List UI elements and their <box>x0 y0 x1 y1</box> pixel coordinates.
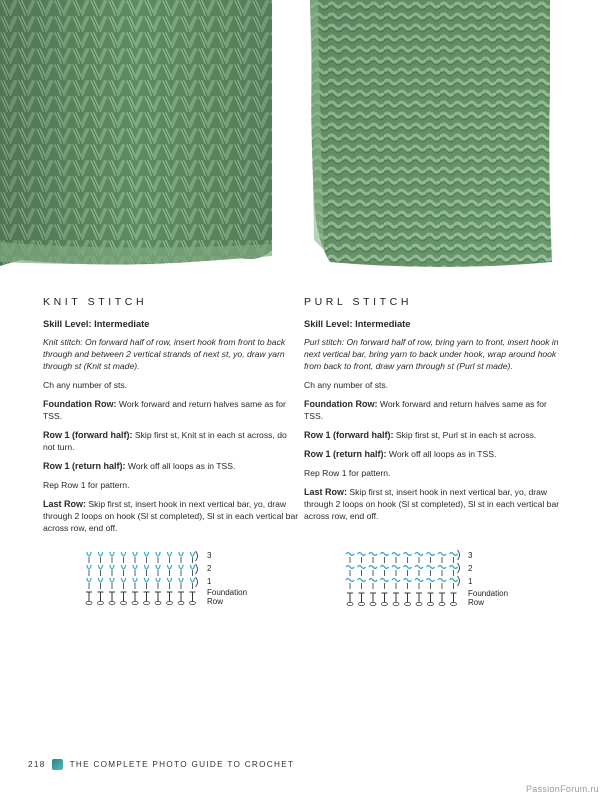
purl-stitch-symbol <box>427 579 435 582</box>
knit-chain: Ch any number of sts. <box>43 380 128 390</box>
book-title: THE COMPLETE PHOTO GUIDE TO CROCHET <box>69 760 295 769</box>
knit-stitch-symbol <box>156 565 160 569</box>
purl-skill-level: Skill Level: Intermediate <box>304 319 411 329</box>
chain-symbol <box>359 602 365 605</box>
knit-stitch-symbol <box>144 565 148 569</box>
chart-label-row1: 1 <box>468 577 473 586</box>
purl-stitch-symbol <box>381 579 389 582</box>
chart-label-foundation: Foundation <box>468 589 509 598</box>
knit-stitch-symbol <box>121 565 125 569</box>
purl-stitch-symbol <box>438 579 446 582</box>
purl-stitch-symbol <box>404 579 412 582</box>
purl-stitch-symbol <box>381 553 389 556</box>
knit-stitch-symbol <box>190 552 194 556</box>
purl-last-row: Last Row: Skip first st, insert hook in next vertical bar, yo, draw through 2 loops on hook (Sl st completed), Sl st in each vertical bar across row, end off. <box>304 487 560 521</box>
purl-stitch-symbol <box>358 566 366 569</box>
knit-stitch-heading: KNIT STITCH <box>43 296 148 308</box>
knit-stitch-symbol <box>87 552 91 556</box>
chart-label-row3: 3 <box>207 551 212 560</box>
purl-stitch-symbol <box>392 553 400 556</box>
return-loop-symbol <box>458 576 460 586</box>
chain-symbol <box>382 602 388 605</box>
chart-label-row2: 2 <box>207 564 212 573</box>
chart-label-row3: 3 <box>468 551 473 560</box>
knit-stitch-symbol <box>98 565 102 569</box>
knit-stitch-symbol <box>167 552 171 556</box>
knit-stitch-symbol <box>167 578 171 582</box>
chain-symbol <box>98 601 104 604</box>
purl-stitch-symbol <box>369 566 377 569</box>
purl-stitch-symbol <box>427 566 435 569</box>
purl-stitch-symbol <box>438 553 446 556</box>
purl-stitch-symbol <box>450 566 458 569</box>
knit-stitch-symbol <box>121 578 125 582</box>
page-number: 218 <box>28 760 46 769</box>
knit-skill-level: Skill Level: Intermediate <box>43 319 150 329</box>
chain-symbol <box>167 601 173 604</box>
return-loop-symbol <box>196 577 198 587</box>
knit-stitch-symbol <box>156 578 160 582</box>
chain-symbol <box>121 601 127 604</box>
purl-stitch-symbol <box>404 553 412 556</box>
purl-stitch-heading: PURL STITCH <box>304 296 413 308</box>
purl-stitch-symbol <box>450 579 458 582</box>
knit-stitch-symbol <box>87 565 91 569</box>
knit-chart-symbols <box>86 551 198 605</box>
purl-stitch-symbol <box>404 566 412 569</box>
purl-stitch-symbol <box>427 553 435 556</box>
purl-row1-forward: Row 1 (forward half): Skip first st, Purl st in each st across. <box>304 430 537 440</box>
chain-symbol <box>178 601 184 604</box>
knit-stitch-symbol <box>144 552 148 556</box>
return-loop-symbol <box>458 550 460 560</box>
purl-stitch-swatch-photo <box>300 0 607 272</box>
chain-symbol <box>428 602 434 605</box>
knit-stitch-symbol <box>144 578 148 582</box>
knit-stitch-section <box>43 296 301 541</box>
chart-label-foundation: Foundation <box>207 588 248 597</box>
knit-stitch-symbol <box>179 552 183 556</box>
knit-stitch-swatch-photo <box>0 0 286 272</box>
purl-stitch-symbol <box>415 553 423 556</box>
purl-stitch-symbol <box>358 579 366 582</box>
chain-symbol <box>109 601 115 604</box>
chart-label-foundation-row: Row <box>468 598 485 607</box>
page-footer <box>28 759 294 770</box>
purl-chain: Ch any number of sts. <box>304 380 389 390</box>
purl-stitch-symbol <box>392 566 400 569</box>
knit-stitch-symbol <box>133 578 137 582</box>
purl-repeat: Rep Row 1 for pattern. <box>304 468 391 478</box>
purl-stitch-symbol <box>358 553 366 556</box>
return-loop-symbol <box>458 563 460 573</box>
purl-stitch-symbol <box>346 553 354 556</box>
knit-stitch-symbol <box>190 565 194 569</box>
chain-symbol <box>416 602 422 605</box>
knit-stitch-chart <box>86 549 266 611</box>
purl-foundation-row: Foundation Row: Work forward and return halves same as for TSS. <box>304 399 547 421</box>
knit-row1-forward: Row 1 (forward half): Skip first st, Knit st in each st across, do not turn. <box>43 430 287 452</box>
chart-label-row2: 2 <box>468 564 473 573</box>
knit-stitch-symbol <box>179 578 183 582</box>
knit-stitch-symbol <box>121 552 125 556</box>
purl-stitch-symbol <box>381 566 389 569</box>
chain-symbol <box>439 602 445 605</box>
knit-stitch-symbol <box>98 552 102 556</box>
chain-symbol <box>451 602 457 605</box>
return-loop-symbol <box>196 551 198 561</box>
knit-stitch-symbol <box>156 552 160 556</box>
knit-stitch-symbol <box>133 565 137 569</box>
purl-chart-symbols <box>346 550 460 606</box>
purl-intro: Purl stitch: On forward half of row, bring yarn to front, insert hook in next vertical bar, bring yarn to back under hook, wrap around hook from back to front, draw yarn through st (Purl st made). <box>304 337 559 371</box>
knit-row1-return: Row 1 (return half): Work off all loops as in TSS. <box>43 461 236 471</box>
purl-stitch-symbol <box>415 566 423 569</box>
purl-stitch-symbol <box>346 566 354 569</box>
purl-stitch-symbol <box>415 579 423 582</box>
chain-symbol <box>155 601 161 604</box>
knit-intro: Knit stitch: On forward half of row, insert hook from front to back through and between 2 vertical strands of next st, yo, draw yarn through st (Knit st made). <box>43 337 286 371</box>
chain-symbol <box>132 601 138 604</box>
chain-symbol <box>86 601 92 604</box>
purl-stitch-symbol <box>438 566 446 569</box>
knit-stitch-symbol <box>167 565 171 569</box>
watermark: PassionForum.ru <box>525 784 599 794</box>
purl-stitch-symbol <box>369 553 377 556</box>
chart-label-row1: 1 <box>207 577 212 586</box>
return-loop-symbol <box>196 564 198 574</box>
purl-stitch-section <box>304 296 562 529</box>
chain-symbol <box>190 601 196 604</box>
purl-stitch-chart <box>346 549 526 611</box>
knit-stitch-symbol <box>87 578 91 582</box>
knit-stitch-symbol <box>98 578 102 582</box>
purl-row1-return: Row 1 (return half): Work off all loops as in TSS. <box>304 449 497 459</box>
knit-repeat: Rep Row 1 for pattern. <box>43 480 130 490</box>
purl-stitch-symbol <box>392 579 400 582</box>
knit-last-row: Last Row: Skip first st, insert hook in next vertical bar, yo, draw through 2 loops on hook (Sl st completed), Sl st in each vertical bar across row, end off. <box>43 499 299 533</box>
knit-stitch-symbol <box>190 578 194 582</box>
chain-symbol <box>405 602 411 605</box>
purl-stitch-symbol <box>450 553 458 556</box>
knit-stitch-symbol <box>110 565 114 569</box>
chain-symbol <box>393 602 399 605</box>
purl-stitch-symbol <box>369 579 377 582</box>
chain-symbol <box>370 602 376 605</box>
knit-stitch-symbol <box>110 578 114 582</box>
knit-stitch-symbol <box>110 552 114 556</box>
book-logo-icon <box>52 759 63 770</box>
knit-foundation-row: Foundation Row: Work forward and return halves same as for TSS. <box>43 399 286 421</box>
chart-label-foundation-row: Row <box>207 597 224 606</box>
knit-stitch-symbol <box>179 565 183 569</box>
chain-symbol <box>144 601 150 604</box>
purl-stitch-symbol <box>346 579 354 582</box>
chain-symbol <box>347 602 353 605</box>
knit-stitch-symbol <box>133 552 137 556</box>
